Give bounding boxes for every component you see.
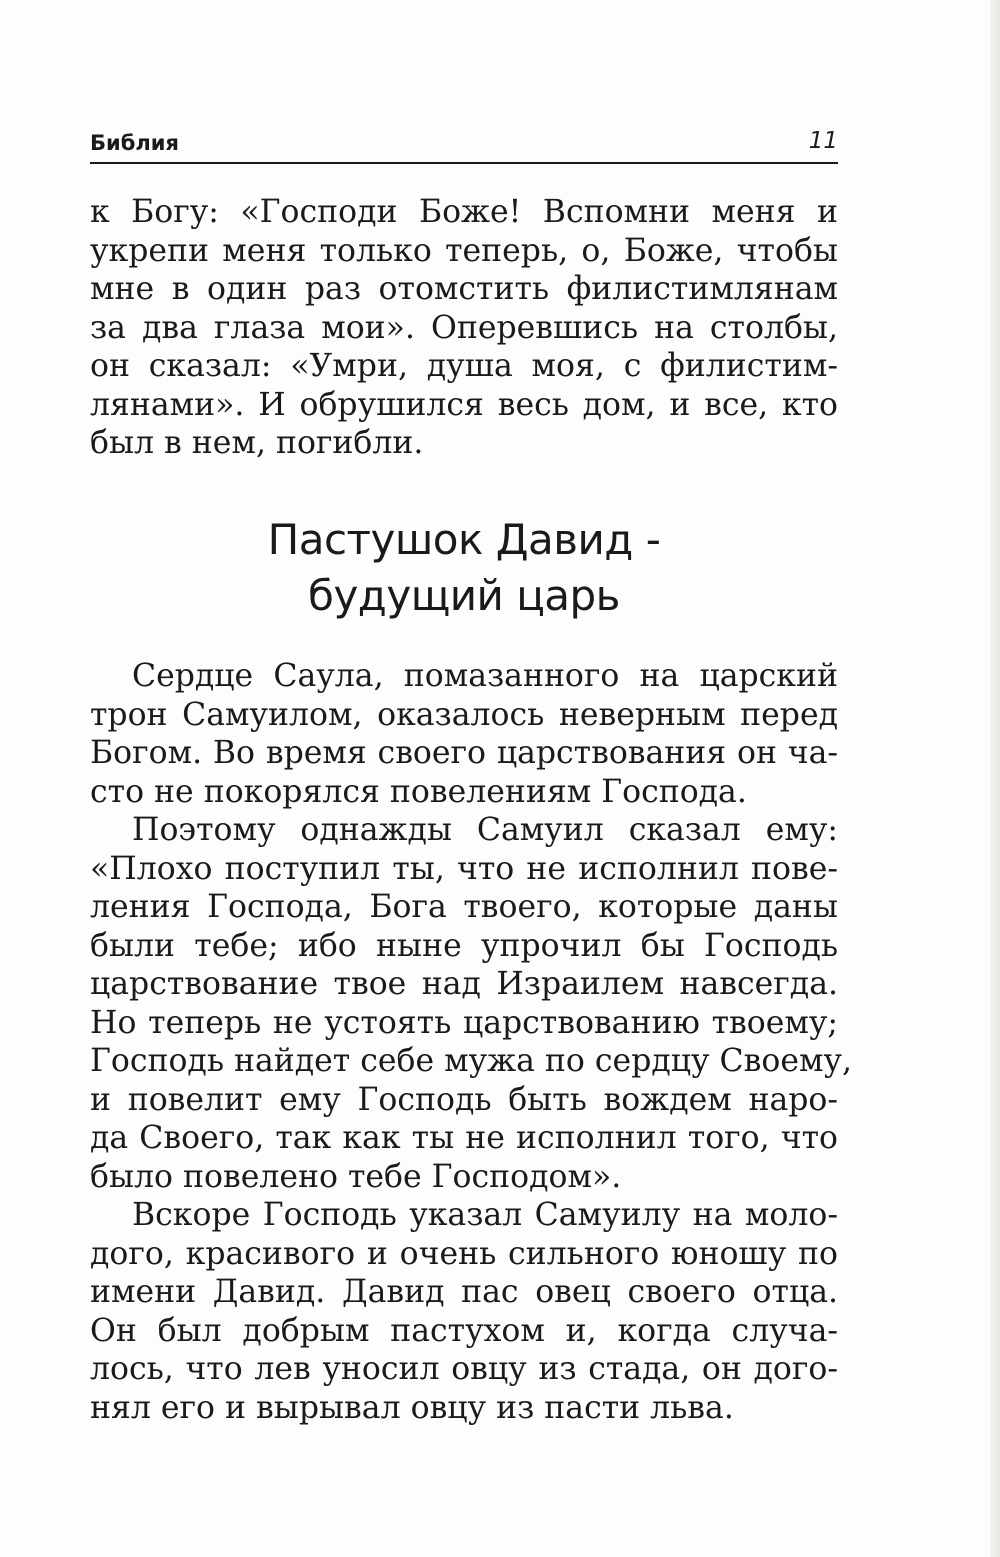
running-head-title: Библия — [90, 131, 179, 155]
text-line: да Своего, так как ты не исполнил того, что — [90, 1120, 838, 1156]
page-number: 11 — [808, 128, 838, 154]
text-line: укрепи меня только теперь, о, Боже, чтобы — [90, 232, 838, 269]
text-line: и повелит ему Господь быть вождем наро- — [90, 1081, 838, 1118]
text-line: лось, что лев уносил овцу из стада, он дого- — [90, 1351, 838, 1387]
opening-paragraph — [90, 193, 838, 463]
text-line: к Богу: «Господи Боже! Вспомни меня и — [90, 194, 838, 230]
text-line: «Плохо поступил ты, что не исполнил пове- — [90, 850, 838, 887]
body-text — [90, 657, 853, 1427]
running-head — [90, 128, 838, 162]
text-line: лянами». И обрушился весь дом, и все, кто — [90, 386, 838, 423]
text-line: Богом. Во время своего царствования он ча- — [90, 735, 838, 771]
text-line: Господь найдет себе мужа по сердцу Своему, — [90, 1043, 853, 1079]
text-line: дого, красивого и очень сильного юношу по — [90, 1235, 838, 1272]
text-line: ления Господа, Бога твоего, которые даны — [90, 889, 838, 925]
text-line: за два глаза мои». Оперевшись на столбы, — [90, 309, 838, 346]
text-line: он сказал: «Умри, душа моя, с филистим- — [90, 348, 838, 384]
section-heading-line: Пастушок Давид - — [267, 515, 661, 564]
text-line: Сердце Саула, помазанного на царский — [132, 658, 838, 694]
text-line: Но теперь не устоять царствованию твоему; — [90, 1004, 838, 1041]
text-line: мне в один раз отомстить филистимлянам — [90, 271, 838, 307]
text-line: трон Самуилом, оказалось неверным перед — [90, 696, 838, 733]
page-edge — [990, 0, 1000, 1557]
header-rule — [90, 162, 838, 164]
text-line: нял его и вырывал овцу из пасти льва. — [90, 1389, 734, 1426]
text-line: имени Давид. Давид пас овец своего отца. — [90, 1274, 838, 1310]
text-line: сто не покорялся повелениям Господа. — [90, 773, 747, 810]
text-line: были тебе; ибо ныне упрочил бы Господь — [90, 927, 838, 964]
text-line: Он был добрым пастухом и, когда случа- — [90, 1312, 838, 1349]
text-line: Поэтому однажды Самуил сказал ему: — [132, 812, 838, 848]
section-heading-line: будущий царь — [308, 571, 620, 620]
text-line: царствование твое над Израилем навсегда. — [90, 966, 838, 1002]
text-line: был в нем, погибли. — [90, 425, 424, 461]
section-heading — [90, 512, 838, 624]
text-line: Вскоре Господь указал Самуилу на моло- — [132, 1197, 838, 1233]
text-line: было повелено тебе Господом». — [90, 1158, 622, 1195]
